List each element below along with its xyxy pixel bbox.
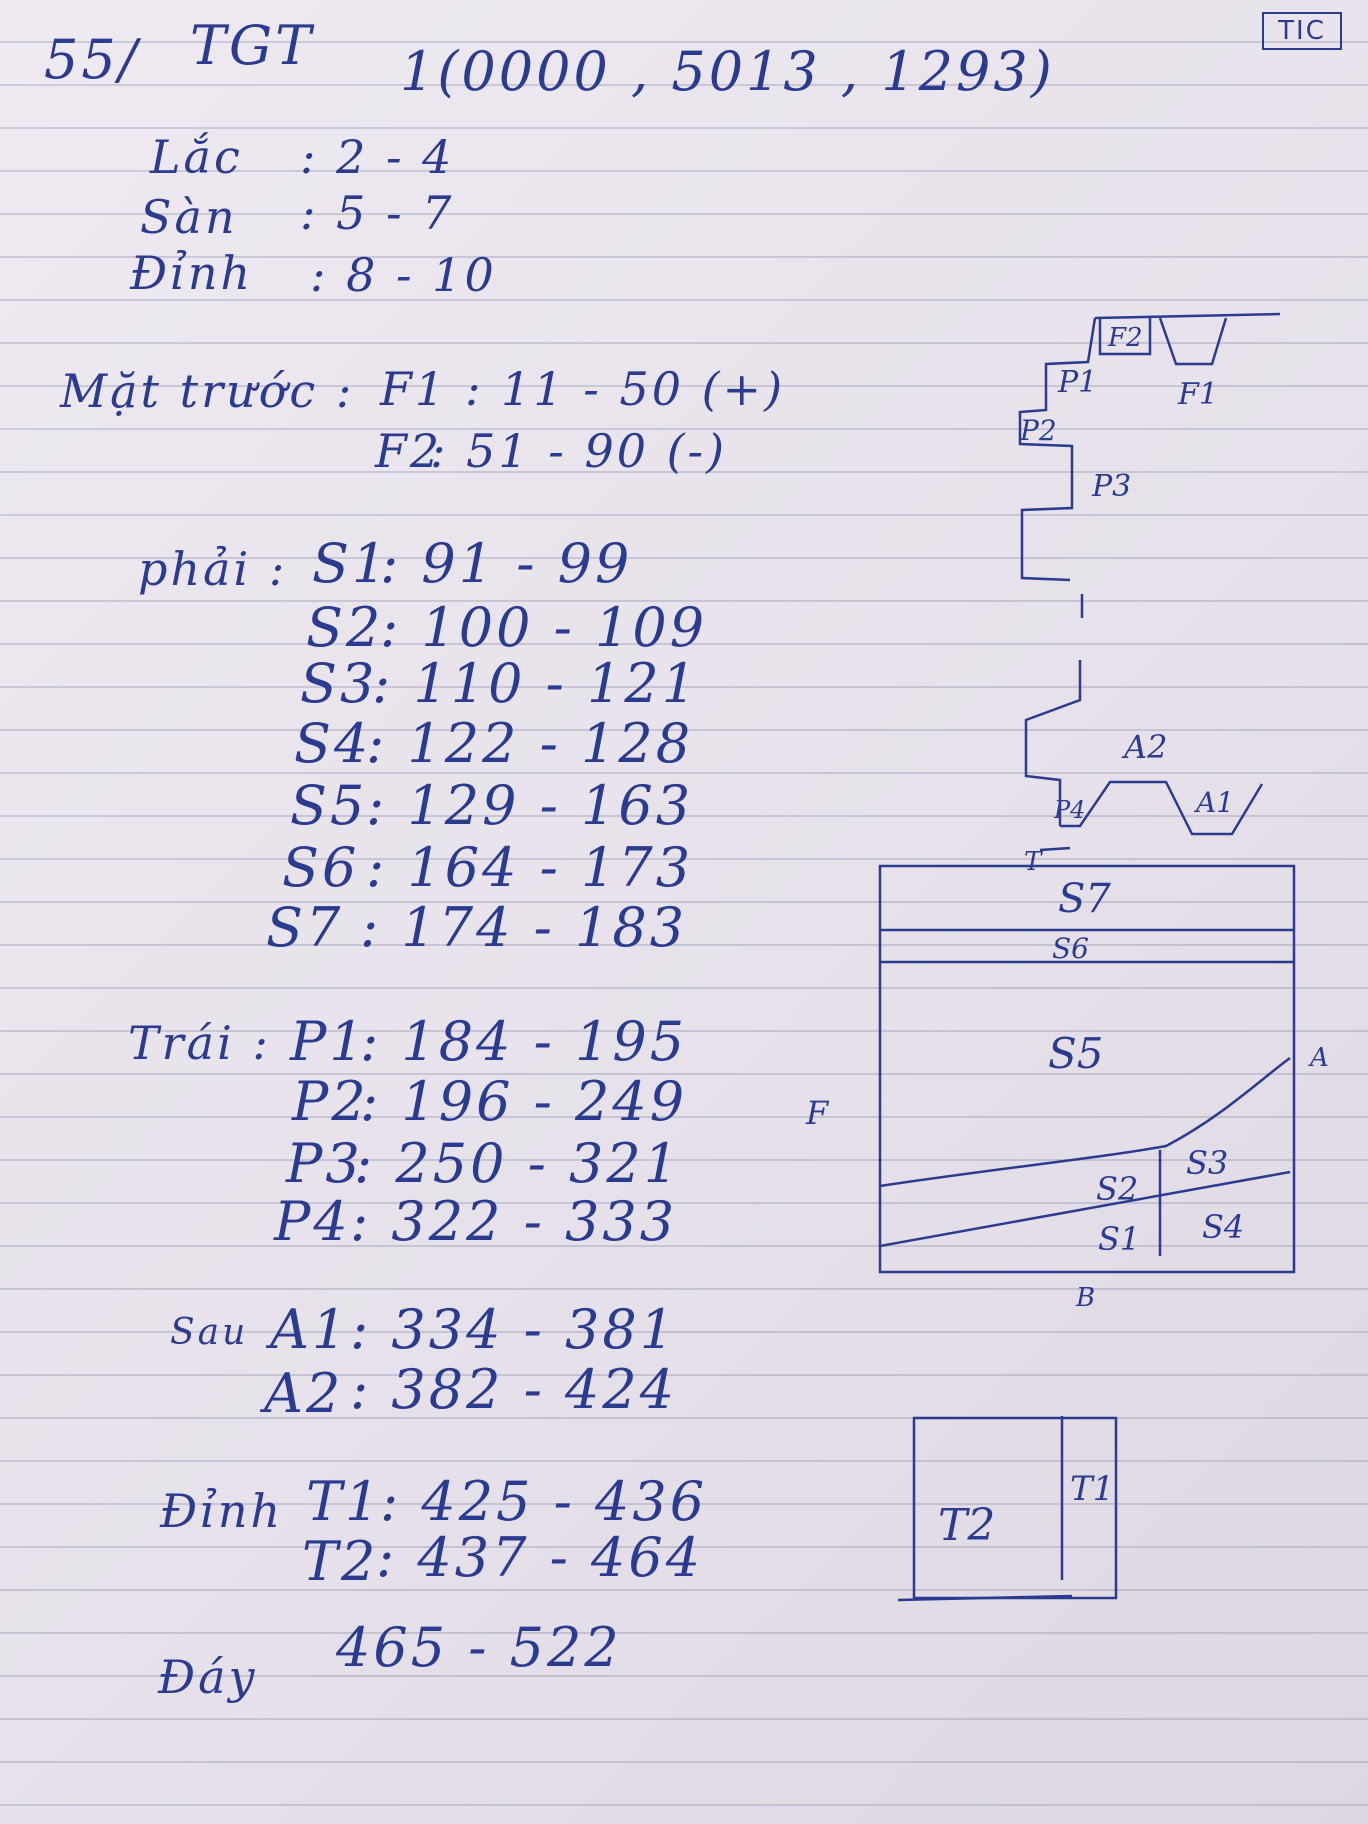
s6-box-label: S6 <box>1052 932 1089 965</box>
p2-label: P2 <box>1020 414 1057 447</box>
s7-box-label: S7 <box>1058 876 1111 922</box>
p4-key: P4 <box>274 1190 351 1253</box>
f1-value: : 11 - 50 (+) <box>465 362 786 416</box>
a1-label: A1 <box>1196 786 1235 819</box>
trai-label: Trái : <box>128 1016 271 1070</box>
san-label: Sàn <box>140 190 238 244</box>
side-box-diagram <box>805 866 1329 1313</box>
a-box-label: A <box>1310 1043 1329 1073</box>
s3-key: S3 <box>300 652 378 715</box>
s4-value: : 122 - 128 <box>366 712 694 775</box>
header-values: 1(0000 , 5013 , 1293) <box>400 40 1055 103</box>
f1-key: F1 <box>380 362 448 416</box>
s5-box-label: S5 <box>1048 1029 1104 1078</box>
san-value: : 5 - 7 <box>300 186 455 240</box>
day-value: 465 - 522 <box>336 1616 622 1679</box>
p1-label: P1 <box>1058 365 1098 400</box>
t2-value: : 437 - 464 <box>376 1526 704 1589</box>
p3-key: P3 <box>286 1132 363 1195</box>
t1-key: T1 <box>306 1470 383 1533</box>
t2-key: T2 <box>302 1530 379 1593</box>
p3-label: P3 <box>1092 469 1132 504</box>
s5-value: : 129 - 163 <box>366 774 694 837</box>
s2-value: : 100 - 109 <box>380 596 708 659</box>
lac-label: Lắc <box>150 130 243 184</box>
t2-box-label: T2 <box>938 1500 996 1551</box>
top-edge <box>1095 314 1280 318</box>
f1-label: F1 <box>1178 377 1218 412</box>
p2-key: P2 <box>292 1070 369 1133</box>
day-label: Đáy <box>158 1650 258 1704</box>
s3-value: : 110 - 121 <box>372 652 700 715</box>
a2-value: : 382 - 424 <box>350 1358 678 1421</box>
s1-key: S1 <box>312 532 390 595</box>
s4-key: S4 <box>294 712 372 775</box>
problem-number: 55/ <box>44 28 140 91</box>
lac-value: : 2 - 4 <box>300 130 455 184</box>
left-profile-upper <box>1020 318 1098 580</box>
s5-key: S5 <box>290 774 368 837</box>
p4-label: P4 <box>1054 796 1086 824</box>
t1-value: : 425 - 436 <box>380 1470 708 1533</box>
f2-value: : 51 - 90 (-) <box>430 424 728 478</box>
p3-value: : 250 - 321 <box>354 1132 682 1195</box>
p1-value: : 184 - 195 <box>360 1010 688 1073</box>
dinh-value: : 8 - 10 <box>310 248 497 302</box>
f2-label: F2 <box>1108 323 1143 353</box>
p1-key: P1 <box>290 1010 367 1073</box>
t-label: T <box>1024 847 1042 877</box>
a1-key: A1 <box>270 1298 350 1361</box>
f-box-label: F <box>806 1094 829 1132</box>
tgt-label: TGT <box>190 14 315 77</box>
dinh-label: Đỉnh <box>130 246 254 300</box>
p4-value: : 322 - 333 <box>350 1190 678 1253</box>
b-box-label: B <box>1076 1283 1096 1313</box>
top-box-diagram <box>898 1416 1116 1600</box>
s6-key: S6 <box>282 836 360 899</box>
a2-label: A2 <box>1124 728 1168 766</box>
brand-logo: TIC <box>1262 12 1342 50</box>
t1-box-label: T1 <box>1070 1469 1115 1509</box>
s7-key: S7 <box>266 896 344 959</box>
t-bar <box>1040 848 1070 850</box>
a1-value: : 334 - 381 <box>350 1298 678 1361</box>
f1-notch <box>1160 318 1226 364</box>
p2-value: : 196 - 249 <box>360 1070 688 1133</box>
dinh2-label: Đỉnh <box>160 1484 284 1538</box>
s2-key: S2 <box>306 596 384 659</box>
mat-truoc-label: Mặt trước : <box>60 364 355 418</box>
sau-label: Sau <box>170 1312 249 1353</box>
s6-value: : 164 - 173 <box>366 836 694 899</box>
profile-diagram <box>1019 314 1280 877</box>
s7-value: : 174 - 183 <box>360 896 688 959</box>
s3-box-label: S3 <box>1186 1144 1229 1182</box>
f2-key: F2 <box>375 424 443 478</box>
s1-box-label: S1 <box>1098 1220 1141 1258</box>
s4-box-label: S4 <box>1202 1208 1245 1246</box>
s1-value: : 91 - 99 <box>380 532 633 595</box>
phai-label: phải : <box>138 542 288 596</box>
s2-box-label: S2 <box>1096 1170 1139 1208</box>
a2-key: A2 <box>264 1362 344 1425</box>
